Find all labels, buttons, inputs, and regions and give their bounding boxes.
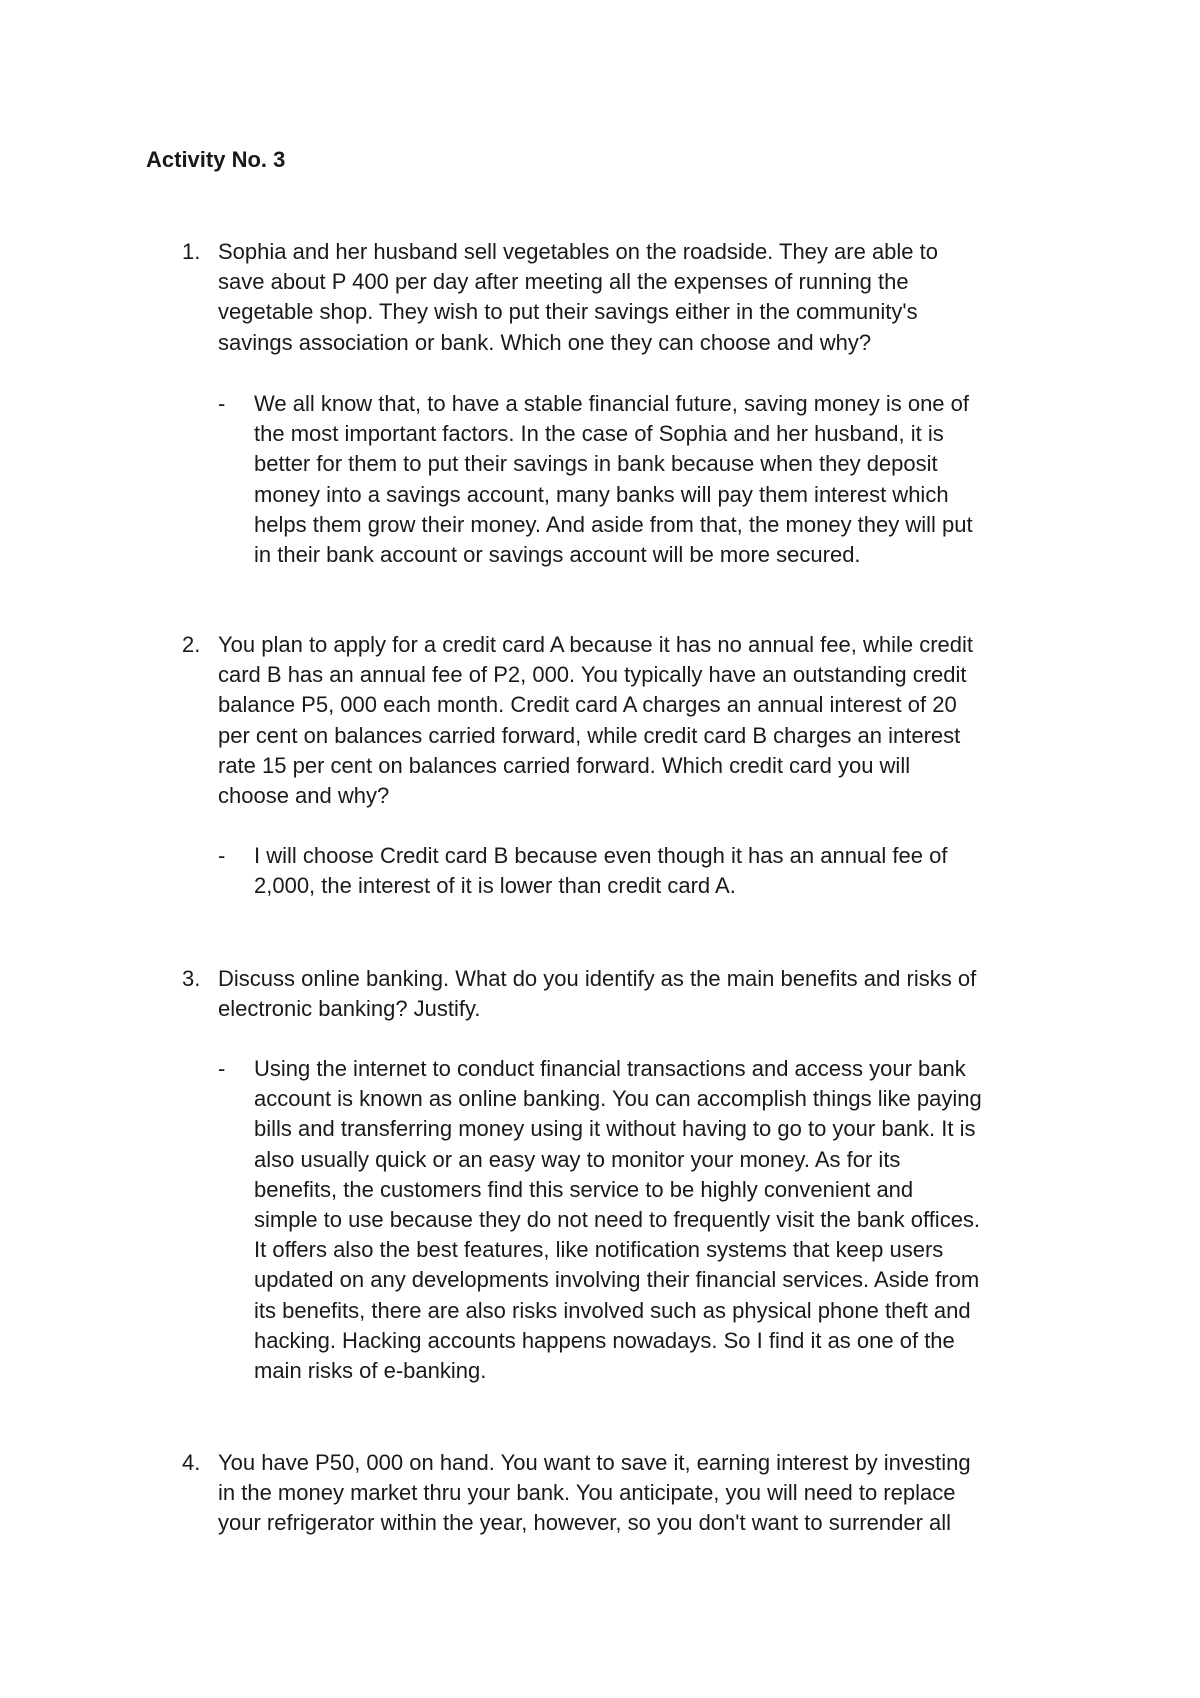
question-number: 1. [182, 239, 201, 264]
answer-text: I will choose Credit card B because even though it has an annual fee of 2,000, the interest of it is lower than credit card A. [254, 843, 948, 899]
activity-title: Activity No. 3 [146, 147, 286, 172]
question-text: You plan to apply for a credit card A because it has no annual fee, while credit card B has an annual fee of P2, 000. You typically have an outstanding credit balance P5, 000 each month. Credit card A charges an annual interest of 20 per cent on balances carried forward, while credit card B charges an interest rate 15 per cent on balances carried forward. Which credit card you will choose and why? [218, 632, 974, 809]
question-text: You have P50, 000 on hand. You want to save it, earning interest by investing in the money market thru your bank. You anticipate, you will need to replace your refrigerator within the year, however, so you don't want to surrender all [218, 1450, 971, 1536]
answer-text: Using the internet to conduct financial transactions and access your bank account is known as online banking. You can accomplish things like paying bills and transferring money using it without having to go to your bank. It is also usually quick or an easy way to monitor your money. As for its benefits, the customers find this service to be highly convenient and simple to use because they do not need to frequently visit the bank offices. It offers also the best features, like notification systems that keep users updated on any developments involving their financial services. Aside from its benefits, there are also risks involved such as physical phone theft and hacking. Hacking accounts happens nowadays. So I find it as one of the main risks of e-banking. [254, 1056, 982, 1384]
question-number: 2. [182, 632, 201, 657]
answer-dash: - [218, 391, 226, 416]
question-text: Discuss online banking. What do you identify as the main benefits and risks of electronic banking? Justify. [218, 966, 977, 1022]
answer-dash: - [218, 843, 226, 868]
answer-dash: - [218, 1056, 226, 1081]
question-number: 3. [182, 966, 201, 991]
answer-text: We all know that, to have a stable financial future, saving money is one of the most important factors. In the case of Sophia and her husband, it is better for them to put their savings in bank because when they deposit money into a savings account, many banks will pay them interest which helps them grow their money. And aside from that, the money they will put in their bank account or savings account will be more secured. [254, 391, 973, 568]
question-number: 4. [182, 1450, 201, 1475]
question-text: Sophia and her husband sell vegetables on the roadside. They are able to save about P 400 per day after meeting all the expenses of running the vegetable shop. They wish to put their savings either in the community's savings association or bank. Which one they can choose and why? [218, 239, 938, 355]
